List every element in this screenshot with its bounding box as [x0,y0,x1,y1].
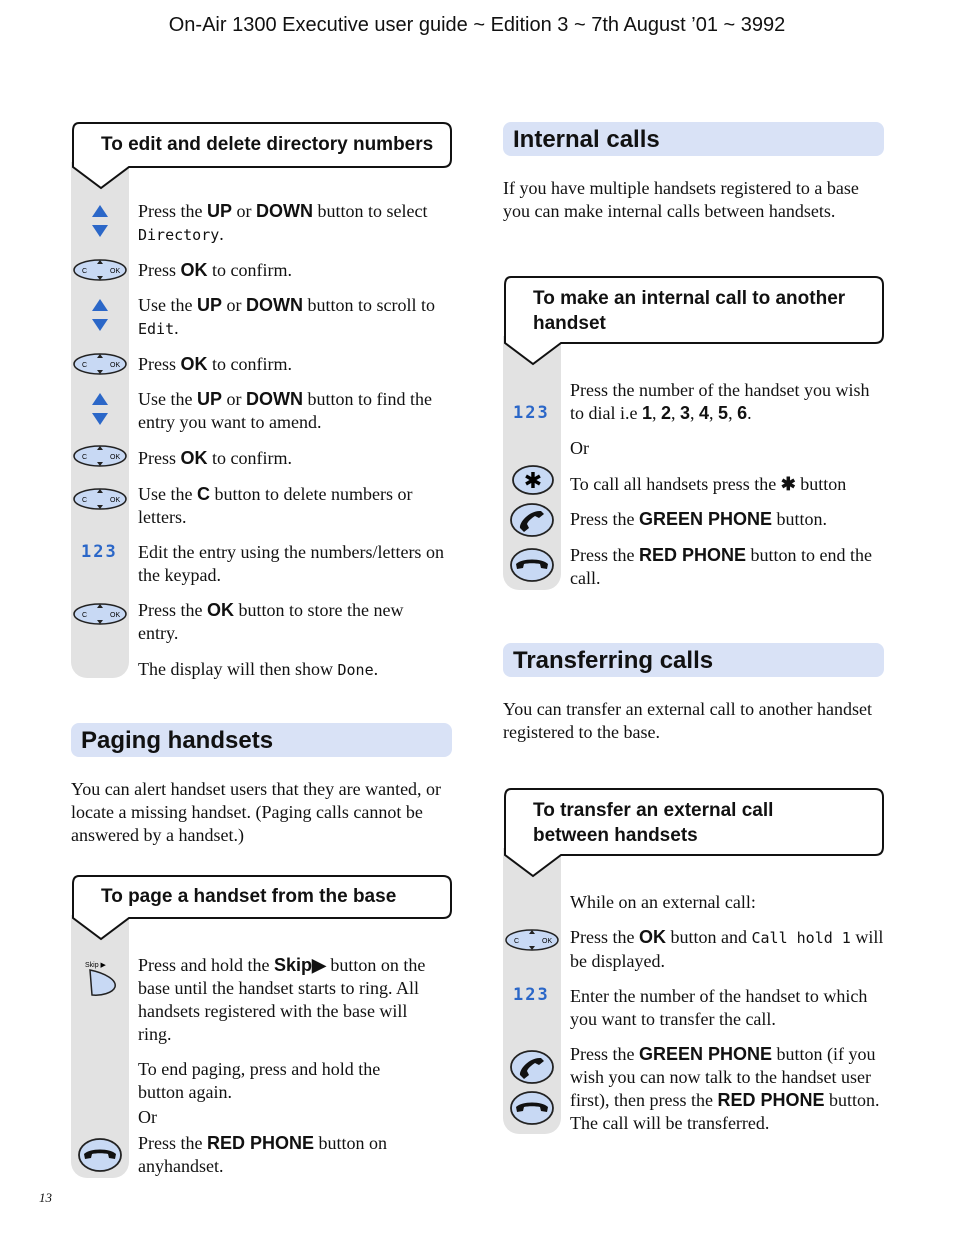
step-3: Or [138,1107,157,1127]
red-phone-icon [510,547,556,585]
ok-c-nav-icon [73,487,129,513]
internal-intro: If you have multiple handsets registered to a base you can make internal calls between handsets. [503,178,859,221]
up-down-icon [91,298,109,332]
internal-call-panel [503,276,887,594]
svg-text:Skip ▶: Skip ▶ [85,962,106,969]
ok-c-nav-icon [73,258,129,284]
green-phone-icon [510,502,556,540]
step-6: Press OK to confirm. [138,448,292,468]
step-5: Press the RED PHONE button to end the call. [570,545,872,588]
star-key-icon [511,464,555,496]
up-down-icon [91,204,109,238]
ok-c-nav-icon [73,352,129,378]
step-4: Press the GREEN PHONE button (if you wish you can now talk to the handset user first), then press the RED PHONE button. The call will be transferred. [570,1044,880,1133]
page-number: 13 [39,1190,52,1205]
step-3: Enter the number of the handset to which you want to transfer the call. [570,986,868,1029]
red-phone-icon [78,1137,124,1175]
svg-text:C: C [82,268,88,275]
ok-c-nav-icon [73,602,129,628]
step-3: Use the UP or DOWN button to scroll to Edit. [138,295,435,338]
svg-text:C: C [82,612,88,619]
svg-text:✱: ✱ [523,469,543,494]
step-9: Press the OK button to store the new entry. [138,600,404,643]
step-1: Press and hold the Skip▶ button on the base until the handset starts to ring. All handsets registered with the base will ring. [138,955,426,1044]
step-1: Press the number of the handset you wish to dial i.e 1, 2, 3, 4, 5, 6. [570,380,870,423]
keypad-icon: 123 [81,542,118,562]
step-2: Press OK to confirm. [138,260,292,280]
svg-text:OK: OK [110,362,121,369]
svg-text:OK: OK [110,612,121,619]
section-title-transfer: Transferring calls [503,643,884,677]
step-7: Use the C button to delete numbers or letters. [138,484,413,527]
skip-button-icon [83,959,123,999]
step-4: Press OK to confirm. [138,354,292,374]
step-4: Press the GREEN PHONE button. [570,509,828,529]
keypad-icon: 123 [513,985,550,1005]
step-5: Use the UP or DOWN button to find the entry you want to amend. [138,389,432,432]
step-2: To end paging, press and hold the button again. [138,1059,381,1102]
green-phone-icon [510,1049,556,1087]
page-handset-panel [71,875,453,1180]
red-phone-icon [510,1090,556,1128]
step-3: To call all handsets press the ✱ button [570,474,847,494]
svg-text:C: C [514,938,520,945]
keypad-icon: 123 [513,403,550,423]
step-1: Press the UP or DOWN button to select Directory. [138,201,428,244]
step-1: While on an external call: [570,892,756,912]
step-4: Press the RED PHONE button on anyhandset. [138,1133,388,1176]
step-8: Edit the entry using the numbers/letters on the keypad. [138,542,444,585]
panel-title: To page a handset from the base [101,886,397,907]
paging-intro: You can alert handset users that they are wanted, or locate a missing handset. (Paging calls cannot be answered by a handset.) [71,779,442,845]
section-title-internal: Internal calls [503,122,884,156]
svg-text:OK: OK [110,268,121,275]
svg-text:OK: OK [542,938,553,945]
edit-directory-panel [71,122,453,682]
ok-c-nav-icon [73,444,129,470]
svg-text:C: C [82,497,88,504]
panel-title: To edit and delete directory numbers [101,134,434,155]
step-2: Press the OK button and Call hold 1 will be displayed. [570,927,884,971]
step-10: The display will then show Done. [138,659,379,679]
step-2: Or [570,438,589,458]
svg-text:OK: OK [110,497,121,504]
svg-text:OK: OK [110,454,121,461]
panel-title: To make an internal call to another handset [533,288,846,334]
panel-title: To transfer an external call between handsets [533,800,774,846]
up-down-icon [91,392,109,426]
ok-c-nav-icon [505,928,561,954]
transfer-call-panel [503,788,887,1138]
section-title-paging: Paging handsets [71,723,452,757]
svg-text:C: C [82,454,88,461]
transfer-intro: You can transfer an external call to another handset registered to the base. [503,699,873,742]
svg-text:C: C [82,362,88,369]
page-header: On-Air 1300 Executive user guide ~ Edition 3 ~ 7th August ’01 ~ 3992 [168,14,786,36]
